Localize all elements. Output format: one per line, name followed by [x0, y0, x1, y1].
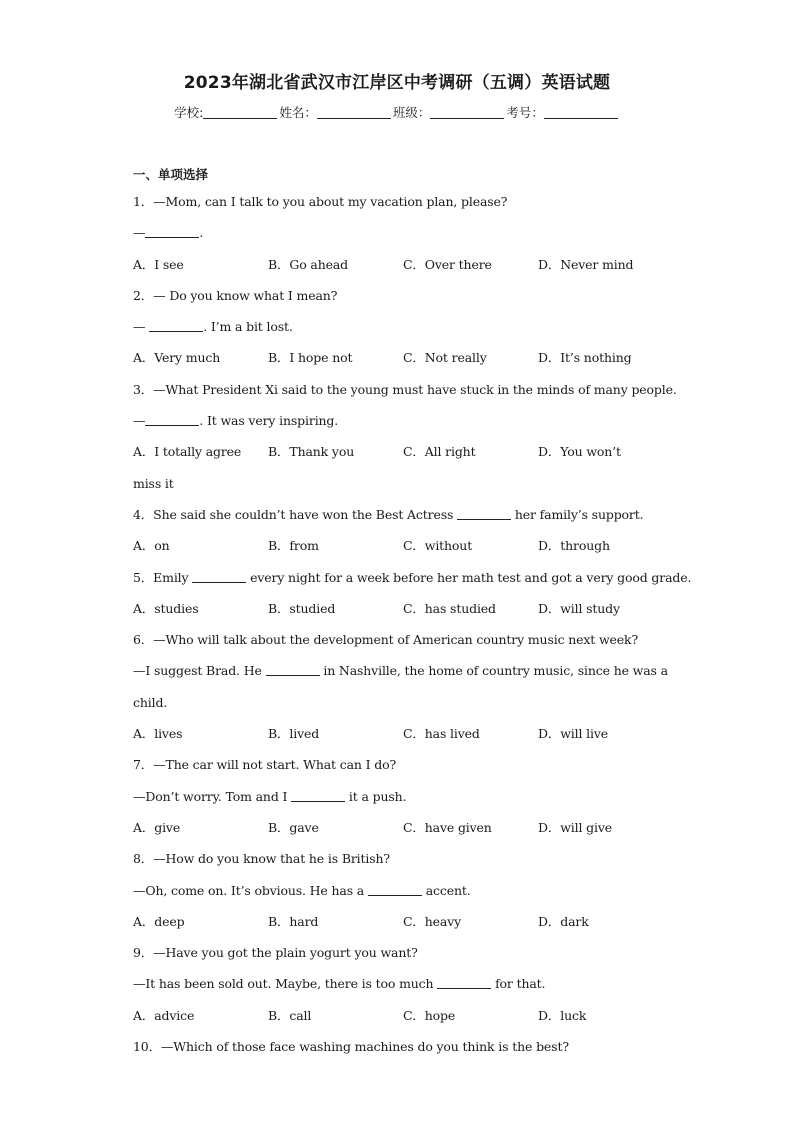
option-b[interactable]: B．hard	[268, 913, 319, 929]
question-text: 2．— Do you know what I mean?	[133, 287, 338, 303]
question-text: . I’m a bit lost.	[203, 319, 293, 335]
page-title: 2023年湖北省武汉市江岸区中考调研（五调）英语试题	[183, 73, 611, 93]
question-line	[133, 217, 673, 248]
answer-blank	[291, 788, 345, 802]
answer-blank	[368, 882, 422, 896]
option-a[interactable]: A．lives	[133, 726, 183, 742]
name-blank[interactable]	[317, 106, 391, 119]
question-text: —	[133, 413, 146, 429]
question-9	[133, 937, 673, 1031]
question-line	[133, 374, 677, 405]
option-a[interactable]: A．Very much	[133, 350, 221, 366]
question-line	[133, 311, 673, 342]
option-a[interactable]: A．studies	[133, 600, 199, 616]
question-line	[133, 749, 673, 780]
question-text: child.	[133, 694, 168, 710]
option-c[interactable]: C．Over there	[403, 256, 492, 272]
option-a[interactable]: A．I totally agree	[133, 444, 242, 460]
option-a[interactable]: A．deep	[133, 913, 185, 929]
option-d[interactable]: D．It’s nothing	[538, 350, 632, 366]
options-row	[133, 1000, 673, 1031]
school-label: 学校:	[174, 105, 204, 120]
question-2	[133, 280, 673, 374]
option-c[interactable]: C．without	[403, 538, 473, 554]
option-c[interactable]: C．All right	[403, 444, 476, 460]
question-text: 9．—Have you got the plain yogurt you want?	[133, 945, 418, 961]
question-text: . It was very inspiring.	[199, 413, 339, 429]
option-wrap-text: miss it	[133, 475, 174, 491]
question-text: 1．—Mom, can I talk to you about my vacation plan, please?	[133, 194, 508, 209]
question-text: —I suggest Brad. He	[133, 663, 266, 679]
question-line	[133, 687, 673, 718]
question-line	[133, 781, 673, 812]
option-b[interactable]: B．I hope not	[268, 350, 353, 366]
question-line	[133, 186, 673, 217]
question-text: in Nashville, the home of country music, since he was a	[319, 663, 668, 679]
option-d[interactable]: D．Never mind	[538, 256, 634, 272]
question-line	[133, 624, 673, 655]
school-blank[interactable]	[203, 106, 277, 119]
question-1	[133, 186, 673, 280]
option-d[interactable]: D．dark	[538, 913, 589, 929]
option-b[interactable]: B．Go ahead	[268, 256, 349, 272]
answer-blank	[149, 318, 203, 332]
question-line	[133, 968, 673, 999]
option-b[interactable]: B．from	[268, 538, 319, 554]
question-line	[133, 280, 673, 311]
question-6	[133, 624, 673, 749]
answer-blank	[266, 662, 320, 676]
option-a[interactable]: A．I see	[133, 256, 184, 272]
question-text: accent.	[421, 882, 471, 898]
option-c[interactable]: C．Not really	[403, 350, 487, 366]
class-blank[interactable]	[430, 106, 504, 119]
option-c[interactable]: C．have given	[403, 819, 492, 835]
option-c[interactable]: C．has studied	[403, 600, 496, 616]
option-b[interactable]: B．gave	[268, 819, 319, 835]
options-row	[133, 593, 673, 624]
question-text: —Don’t worry. Tom and I	[133, 788, 292, 804]
answer-blank	[437, 975, 491, 989]
question-line	[133, 499, 673, 530]
question-text: 3．—What President Xi said to the young must have stuck in the minds of many people.	[133, 381, 677, 397]
option-d[interactable]: D．will study	[538, 600, 620, 616]
class-label: 班级：	[392, 105, 431, 120]
question-line	[133, 655, 673, 686]
question-line	[133, 937, 673, 968]
question-text: —It has been sold out. Maybe, there is too much	[133, 976, 438, 992]
option-c[interactable]: C．heavy	[403, 913, 462, 929]
question-text: 6．—Who will talk about the development of American country music next week?	[133, 632, 639, 648]
number-blank[interactable]	[544, 106, 618, 119]
question-7	[133, 749, 673, 843]
question-line	[133, 1031, 673, 1062]
options-row	[133, 436, 673, 467]
question-line	[133, 843, 673, 874]
options-row	[133, 530, 673, 561]
question-line	[133, 875, 673, 906]
options-row	[133, 906, 673, 937]
option-d[interactable]: D．will live	[538, 726, 608, 742]
question-text: for that.	[491, 976, 546, 992]
option-b[interactable]: B．studied	[268, 600, 336, 616]
student-info-row	[0, 103, 794, 121]
options-row	[133, 812, 673, 843]
options-row	[133, 249, 673, 280]
answer-blank	[145, 412, 199, 426]
question-text: 7．—The car will not start. What can I do?	[133, 757, 397, 773]
option-c[interactable]: C．has lived	[403, 726, 480, 742]
question-line	[133, 562, 692, 593]
option-b[interactable]: B．call	[268, 1007, 312, 1023]
section-heading: 一、单项选择	[133, 167, 209, 182]
question-text: —Oh, come on. It’s obvious. He has a	[133, 882, 368, 898]
question-text: 8．—How do you know that he is British?	[133, 851, 390, 867]
question-text: —	[133, 319, 150, 335]
question-text: her family’s support.	[511, 506, 644, 522]
option-b[interactable]: B．Thank you	[268, 444, 355, 460]
question-8	[133, 843, 673, 937]
question-4	[133, 499, 673, 562]
answer-blank	[192, 569, 246, 583]
option-a[interactable]: A．give	[133, 819, 181, 835]
option-d[interactable]: D．will give	[538, 819, 612, 835]
question-text: it a push.	[345, 788, 407, 804]
options-row	[133, 342, 673, 373]
question-text: every night for a week before her math test and got a very good grade.	[246, 569, 692, 585]
option-d[interactable]: D．You won’t	[538, 444, 621, 460]
question-list	[133, 164, 692, 1062]
answer-blank	[145, 224, 199, 238]
name-label: 姓名：	[279, 105, 317, 120]
question-text: 5．Emily	[133, 569, 193, 585]
question-3	[133, 374, 677, 499]
option-a[interactable]: A．on	[133, 538, 170, 554]
option-d[interactable]: D．through	[538, 538, 610, 554]
question-text: —	[133, 225, 146, 241]
question-text: 10．—Which of those face washing machines do you think is the best?	[133, 1039, 569, 1055]
question-text: .	[199, 225, 204, 241]
option-a[interactable]: A．advice	[133, 1007, 195, 1023]
option-d[interactable]: D．luck	[538, 1007, 587, 1023]
options-row	[133, 718, 673, 749]
number-label: 考号：	[506, 105, 544, 120]
option-c[interactable]: C．hope	[403, 1007, 456, 1023]
option-b[interactable]: B．lived	[268, 726, 320, 742]
question-text: 4．She said she couldn’t have won the Best Actress	[133, 506, 458, 522]
question-5	[133, 562, 692, 625]
question-10	[133, 1031, 673, 1062]
answer-blank	[457, 506, 511, 520]
question-line	[133, 405, 673, 436]
